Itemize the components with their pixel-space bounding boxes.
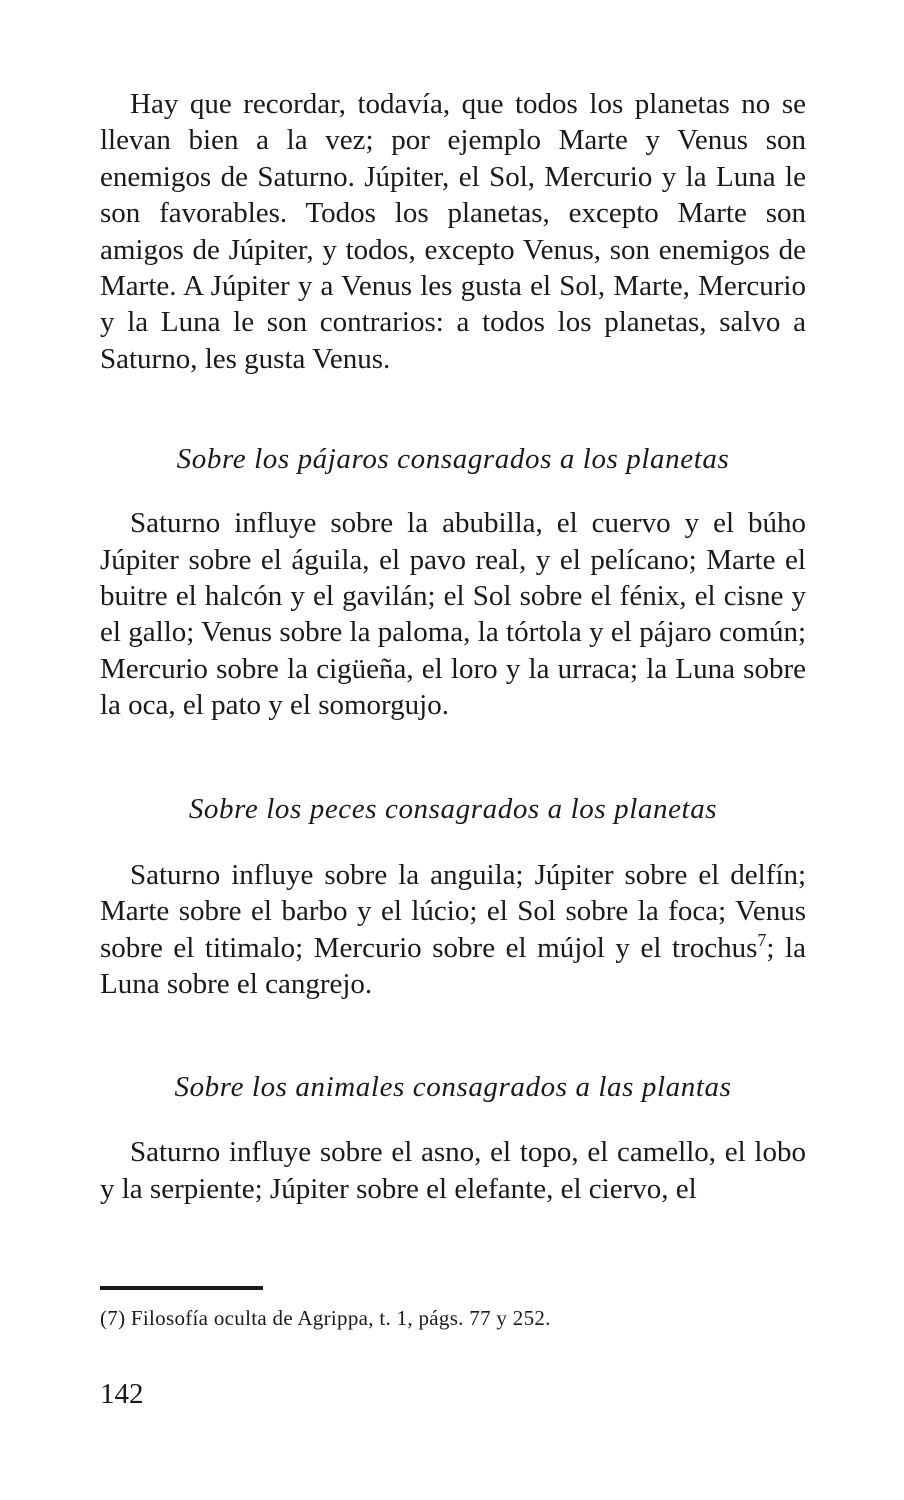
footnote: (7) Filosofía oculta de Agrippa, t. 1, págs. 77 y 252. (100, 1306, 551, 1330)
section-heading-animals: Sobre los animales consagrados a las plantas (174, 1071, 732, 1104)
section-heading-fish: Sobre los peces consagrados a los planetas (188, 792, 718, 825)
paragraph-planet-friendships: Hay que recordar, todavía, que todos los planetas no se llevan bien a la vez; por ejemplo Marte y Venus son enemigos de Saturno. Júpiter, el Sol, Mercurio y la Luna le son favorables. Todos los planetas, excepto Marte son amigos de Júpiter, y todos, excepto Venus, son enemigos de Marte. A Júpiter y a Venus les gusta el Sol, Marte, Mercurio y la Luna le son contrarios: a todos los planetas, salvo a Saturno, les gusta Venus. (100, 88, 806, 375)
paragraph-fish-text-b: ; la Luna sobre el cangrejo. (100, 931, 806, 1000)
section-heading-birds: Sobre los pájaros consagrados a los planetas (176, 443, 730, 476)
page-body (100, 86, 806, 1207)
footnote-rule (100, 1286, 263, 1290)
paragraph-animals: Saturno influye sobre el asno, el topo, el camello, el lobo y la serpiente; Júpiter sobre el elefante, el ciervo, el (100, 1136, 806, 1205)
page-number: 142 (100, 1378, 144, 1410)
footnote-reference: 7 (757, 929, 767, 950)
paragraph-birds: Saturno influye sobre la abubilla, el cuervo y el búho Júpiter sobre el águila, el pavo real, y el pelícano; Marte el buitre el halcón y el gavilán; el Sol sobre el fénix, el cisne y el gallo; Venus sobre la paloma, la tórtola y el pájaro común; Mercurio sobre la cigüeña, el loro y la urraca; la Luna sobre la oca, el pato y el somorgujo. (100, 507, 806, 722)
paragraph-fish (100, 857, 806, 1003)
paragraph-fish-text-a: Saturno influye sobre la anguila; Júpiter sobre el delfín; Marte sobre el barbo y el lúcio; el Sol sobre la foca; Venus sobre el titimalo; Mercurio sobre el mújol y el trochus (100, 858, 806, 964)
